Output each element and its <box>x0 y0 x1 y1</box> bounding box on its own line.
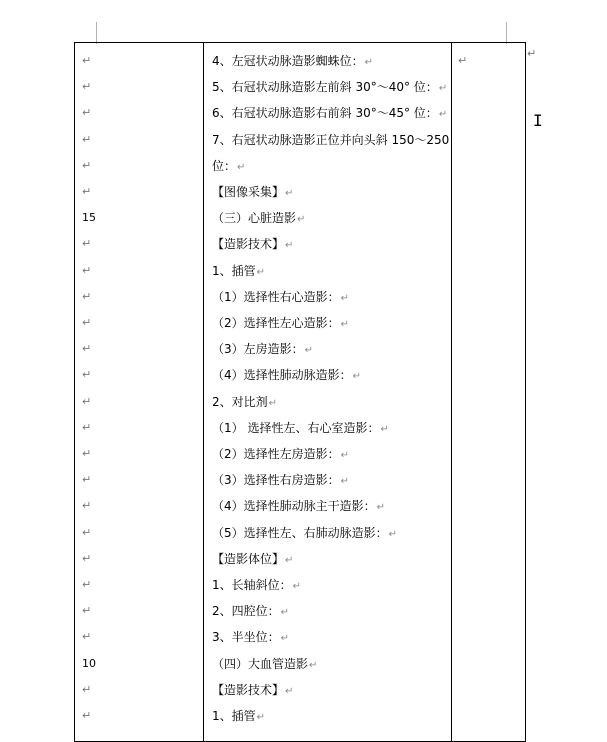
paragraph-mark: ↵ <box>340 450 350 461</box>
row-text: 2、四腔位： <box>212 604 280 619</box>
row-content-cell[interactable] <box>212 546 293 574</box>
row-content-cell[interactable] <box>212 520 397 548</box>
table-row <box>74 153 526 179</box>
row-number-cell: ↵ <box>82 578 92 591</box>
paragraph-mark: ↵ <box>285 554 294 566</box>
table-row <box>74 231 526 257</box>
row-text: 7、右冠状动脉造影正位并向头斜 150～250 <box>212 132 450 147</box>
row-text: （3）左房造影： <box>212 342 304 357</box>
table-row <box>74 441 526 467</box>
row-content-cell[interactable] <box>212 258 265 286</box>
row-text: 1、长轴斜位： <box>212 578 292 592</box>
table-row <box>74 74 526 100</box>
row-text: （3）选择性右房造影： <box>212 473 340 488</box>
paragraph-mark-outside: ↵ <box>527 47 537 60</box>
paragraph-mark: ↵ <box>380 423 389 435</box>
table-row <box>74 258 526 284</box>
row-text: 【造影体位】 <box>212 551 285 566</box>
row-number-cell: ↵ <box>82 185 92 198</box>
row-text: 2、对比剂 <box>212 394 268 409</box>
table-row <box>74 520 526 546</box>
table-row <box>74 336 526 362</box>
row-content-cell[interactable] <box>212 205 305 233</box>
table-row <box>74 362 526 388</box>
row-content-cell[interactable] <box>212 651 317 679</box>
row-content-cell[interactable] <box>212 677 293 705</box>
row-number-cell: ↵ <box>82 106 92 120</box>
row-number-cell: ↵ <box>82 316 92 329</box>
row-content-cell[interactable] <box>212 415 389 443</box>
row-number-cell: 15 <box>82 211 96 225</box>
table-row <box>74 205 526 231</box>
right-cell-mark: ↵ <box>458 54 468 67</box>
paragraph-mark: ↵ <box>438 83 448 95</box>
paragraph-mark: ↵ <box>364 57 374 68</box>
row-number-cell: ↵ <box>82 54 92 67</box>
row-text: 【造影技术】 <box>212 237 285 252</box>
table-row <box>74 677 526 703</box>
paragraph-mark: ↵ <box>376 502 386 514</box>
row-number-cell: ↵ <box>82 237 92 251</box>
row-number-cell: 10 <box>82 656 96 670</box>
row-content-cell[interactable] <box>212 389 277 417</box>
row-text: 4、左冠状动脉造影蜘蛛位： <box>212 54 364 68</box>
row-text: （4）选择性肺动脉造影： <box>212 368 352 383</box>
paragraph-mark: ↵ <box>388 528 398 540</box>
table-row <box>74 703 526 729</box>
paragraph-mark: ↵ <box>352 371 362 383</box>
paragraph-mark: ↵ <box>280 607 290 619</box>
row-content-cell[interactable] <box>212 467 349 495</box>
row-content-cell[interactable] <box>212 310 349 338</box>
row-content-cell[interactable] <box>212 598 289 626</box>
row-number-cell: ↵ <box>82 420 92 434</box>
row-number-cell: ↵ <box>82 630 92 644</box>
row-text: （1） 选择性左、右心室造影： <box>212 420 380 435</box>
row-text: （2）选择性左房造影： <box>212 447 340 461</box>
row-number-cell: ↵ <box>82 342 92 356</box>
row-content-cell[interactable] <box>212 100 447 128</box>
row-text: （2）选择性左心造影： <box>212 316 340 330</box>
row-content-cell[interactable] <box>212 74 447 102</box>
row-text: （四）大血管造影 <box>212 656 309 671</box>
row-text: 【图像采集】 <box>212 185 285 199</box>
row-number-cell: ↵ <box>82 499 92 513</box>
row-content-cell[interactable] <box>212 336 313 364</box>
row-number-cell: ↵ <box>82 394 92 408</box>
paragraph-mark: ↵ <box>256 266 266 278</box>
row-content-cell[interactable] <box>212 493 385 521</box>
row-number-cell: ↵ <box>82 263 92 277</box>
row-number-cell: ↵ <box>82 447 92 460</box>
table-row <box>74 493 526 519</box>
row-text: （1）选择性右心造影： <box>212 289 340 304</box>
row-content-cell[interactable] <box>212 572 301 600</box>
paragraph-mark: ↵ <box>237 161 246 173</box>
table-row <box>74 624 526 650</box>
paragraph-mark: ↵ <box>292 581 302 592</box>
row-number-cell: ↵ <box>82 551 92 565</box>
row-text: 5、右冠状动脉造影左前斜 30°～40° 位： <box>212 80 438 95</box>
table-row <box>74 127 526 153</box>
table-row <box>74 467 526 493</box>
crop-mark-left <box>96 22 97 44</box>
text-cursor-icon: I <box>533 111 543 130</box>
paragraph-mark: ↵ <box>285 188 294 199</box>
row-content-cell[interactable] <box>212 284 349 312</box>
row-content-cell[interactable] <box>212 231 293 259</box>
row-text: 1、插管 <box>212 709 256 723</box>
table-row <box>74 546 526 572</box>
crop-mark-right <box>506 22 507 44</box>
paragraph-mark: ↵ <box>340 476 350 488</box>
paragraph-mark: ↵ <box>285 240 294 252</box>
paragraph-mark: ↵ <box>438 109 448 121</box>
table-row <box>74 651 526 677</box>
row-text: 6、右冠状动脉造影右前斜 30°～45° 位： <box>212 106 438 121</box>
row-content-cell[interactable] <box>212 624 289 652</box>
row-number-cell: ↵ <box>82 80 92 94</box>
row-text: （4）选择性肺动脉主干造影： <box>212 499 376 514</box>
row-content-cell[interactable] <box>212 127 450 155</box>
table-row <box>74 179 526 205</box>
row-number-cell: ↵ <box>82 473 92 487</box>
table-row <box>74 100 526 126</box>
table-row <box>74 284 526 310</box>
row-number-cell: ↵ <box>82 158 92 172</box>
row-content-cell[interactable] <box>212 703 265 731</box>
row-number-cell: ↵ <box>82 289 92 303</box>
row-content-cell[interactable] <box>212 48 373 76</box>
table-row <box>74 310 526 336</box>
row-text: （三）心脏造影 <box>212 211 297 226</box>
row-text: 1、插管 <box>212 263 256 278</box>
row-text: 位： <box>212 158 237 173</box>
row-number-cell: ↵ <box>82 132 92 146</box>
table-row <box>74 415 526 441</box>
paragraph-mark: ↵ <box>256 712 266 723</box>
paragraph-mark: ↵ <box>297 214 306 226</box>
paragraph-mark: ↵ <box>268 397 278 409</box>
paragraph-mark: ↵ <box>340 319 350 330</box>
table-row <box>74 572 526 598</box>
row-content-cell[interactable] <box>212 153 245 181</box>
table-row <box>74 598 526 624</box>
row-number-cell: ↵ <box>82 682 92 696</box>
paragraph-mark: ↵ <box>304 345 314 357</box>
paragraph-mark: ↵ <box>309 659 318 671</box>
row-text: 3、半坐位： <box>212 630 280 645</box>
table-row <box>74 48 526 74</box>
row-number-cell: ↵ <box>82 709 92 722</box>
row-content-cell[interactable] <box>212 362 361 390</box>
row-content-cell[interactable] <box>212 179 293 207</box>
table-row <box>74 389 526 415</box>
row-number-cell: ↵ <box>82 604 92 618</box>
paragraph-mark: ↵ <box>340 292 350 304</box>
row-number-cell: ↵ <box>82 525 92 539</box>
row-text: （5）选择性左、右肺动脉造影： <box>212 525 388 540</box>
paragraph-mark: ↵ <box>280 633 290 645</box>
row-number-cell: ↵ <box>82 368 92 382</box>
row-text: 【造影技术】 <box>212 682 285 697</box>
row-content-cell[interactable] <box>212 441 349 469</box>
paragraph-mark: ↵ <box>285 685 294 697</box>
